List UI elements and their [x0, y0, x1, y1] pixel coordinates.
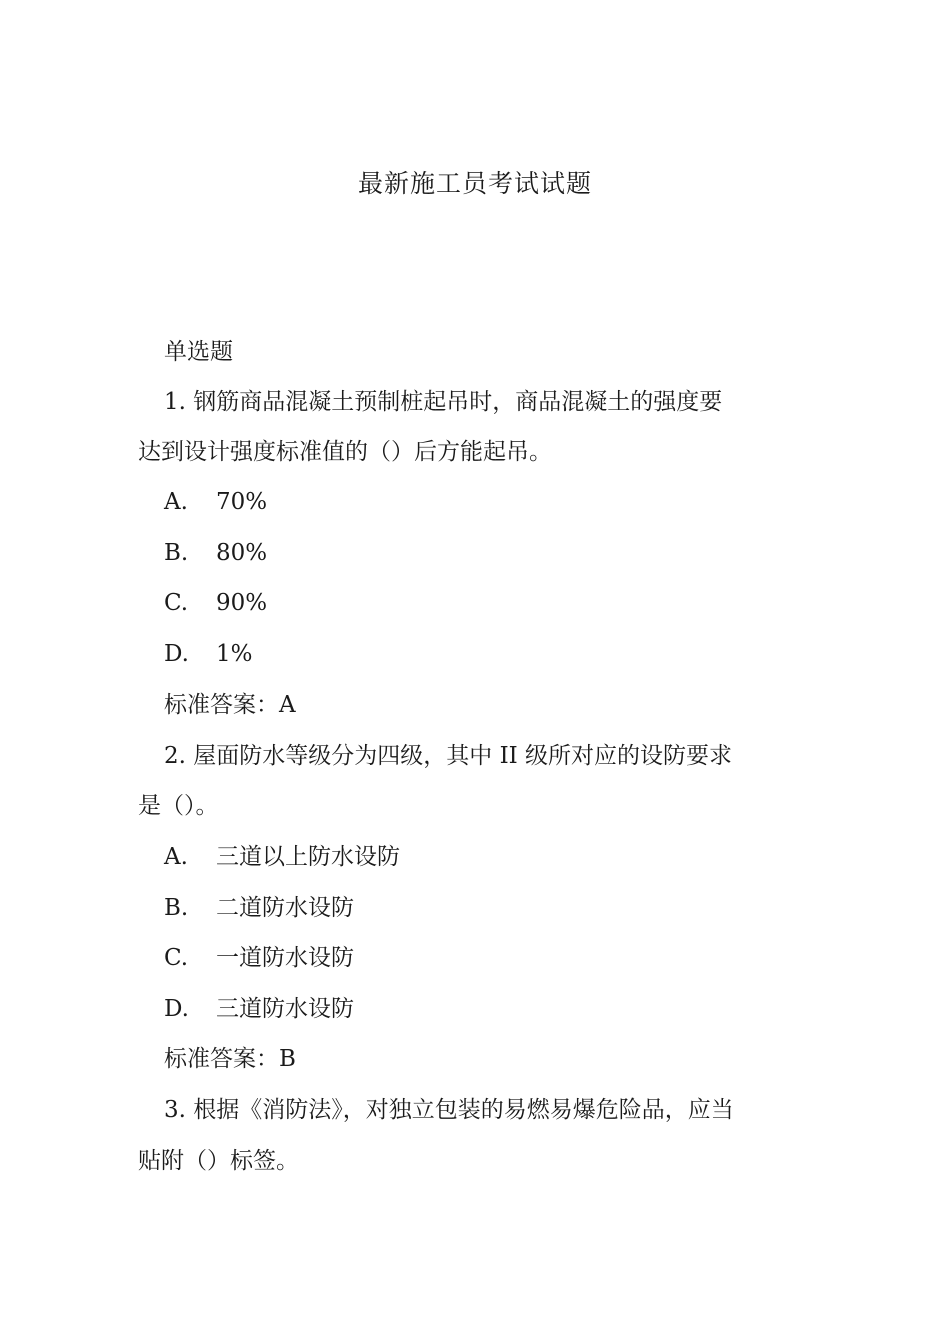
option-text: 90% [216, 590, 268, 616]
option-text: 一道防水设防 [216, 945, 354, 971]
document-title: 最新施工员考试试题 [357, 169, 592, 198]
question-1-answer: 标准答案：A [164, 692, 296, 718]
question-2-answer: 标准答案：B [164, 1046, 296, 1072]
question-2-option-c [164, 942, 354, 974]
question-2-option-b [164, 892, 354, 924]
option-text: 二道防水设防 [216, 895, 354, 921]
option-letter: D. [164, 996, 189, 1022]
question-2-option-a [164, 841, 400, 873]
question-2-line-2: 是（）。 [138, 793, 219, 819]
option-letter: A. [164, 844, 188, 870]
option-text: 80% [216, 540, 268, 566]
option-letter: B. [164, 540, 189, 566]
question-1-option-a [164, 486, 267, 518]
option-text: 1% [216, 641, 253, 667]
option-letter: C. [164, 945, 189, 971]
option-letter: A. [164, 489, 188, 515]
option-letter: D. [164, 641, 189, 667]
question-2-line-1: 2. 屋面防水等级分为四级，其中 II 级所对应的设防要求 [164, 743, 733, 769]
question-1-option-c [164, 587, 267, 619]
question-3-line-1: 3. 根据《消防法》，对独立包装的易燃易爆危险品，应当 [164, 1097, 734, 1123]
option-text: 三道防水设防 [216, 996, 354, 1022]
question-1-line-2: 达到设计强度标准值的（）后方能起吊。 [138, 439, 552, 465]
option-letter: C. [164, 590, 189, 616]
section-heading: 单选题 [164, 339, 233, 365]
question-1-line-1: 1. 钢筋商品混凝土预制桩起吊时，商品混凝土的强度要 [164, 389, 723, 415]
question-3-line-2: 贴附（）标签。 [138, 1148, 299, 1174]
option-text: 70% [216, 489, 268, 515]
question-1-option-b [164, 537, 267, 569]
option-letter: B. [164, 895, 189, 921]
option-text: 三道以上防水设防 [216, 844, 400, 870]
question-2-option-d [164, 993, 354, 1025]
question-1-option-d [164, 638, 253, 670]
